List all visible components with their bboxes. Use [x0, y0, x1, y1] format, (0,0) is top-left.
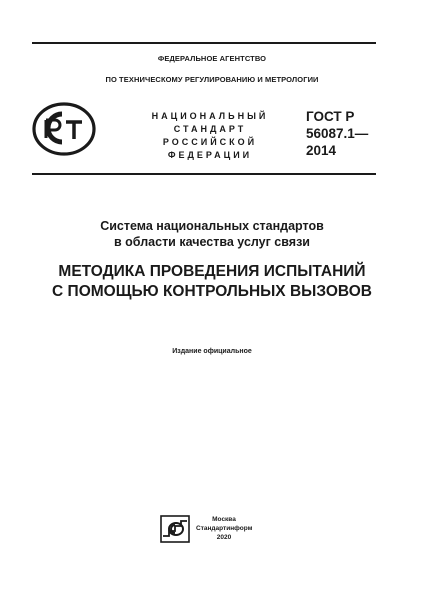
middle-divider — [32, 173, 376, 175]
top-divider — [32, 42, 376, 44]
standard-number-line: 56087.1— — [306, 126, 369, 141]
agency-name-line1: ФЕДЕРАЛЬНОЕ АГЕНТСТВО — [157, 54, 267, 63]
system-title — [32, 218, 392, 250]
edition-label: Издание официальное — [172, 348, 252, 355]
standard-type-line: НАЦИОНАЛЬНЫЙ — [151, 111, 269, 121]
system-title-line: Система национальных стандартов — [100, 219, 324, 233]
standard-number-line: ГОСТ Р — [306, 109, 355, 124]
standard-type-line: СТАНДАРТ — [173, 124, 247, 134]
imprint-year: 2020 — [216, 534, 232, 541]
publisher-imprint — [196, 515, 252, 542]
standard-type-line: РОССИЙСКОЙ — [162, 137, 258, 147]
document-title — [32, 262, 392, 302]
document-title-line: МЕТОДИКА ПРОВЕДЕНИЯ ИСПЫТАНИЙ — [58, 263, 366, 280]
document-title-line: С ПОМОЩЬЮ КОНТРОЛЬНЫХ ВЫЗОВОВ — [52, 283, 372, 300]
gost-r-emblem-icon — [32, 101, 96, 157]
standard-number-line: 2014 — [306, 143, 337, 158]
standartinform-logo-icon — [160, 515, 190, 543]
standard-type-line: ФЕДЕРАЦИИ — [167, 150, 253, 160]
standard-number — [306, 108, 368, 159]
standard-type — [150, 110, 270, 162]
imprint-publisher: Стандартинформ — [196, 525, 253, 532]
imprint-city: Москва — [212, 516, 236, 523]
system-title-line: в области качества услуг связи — [114, 235, 310, 249]
agency-name-line2: ПО ТЕХНИЧЕСКОМУ РЕГУЛИРОВАНИЮ И МЕТРОЛОГИИ — [105, 75, 319, 84]
